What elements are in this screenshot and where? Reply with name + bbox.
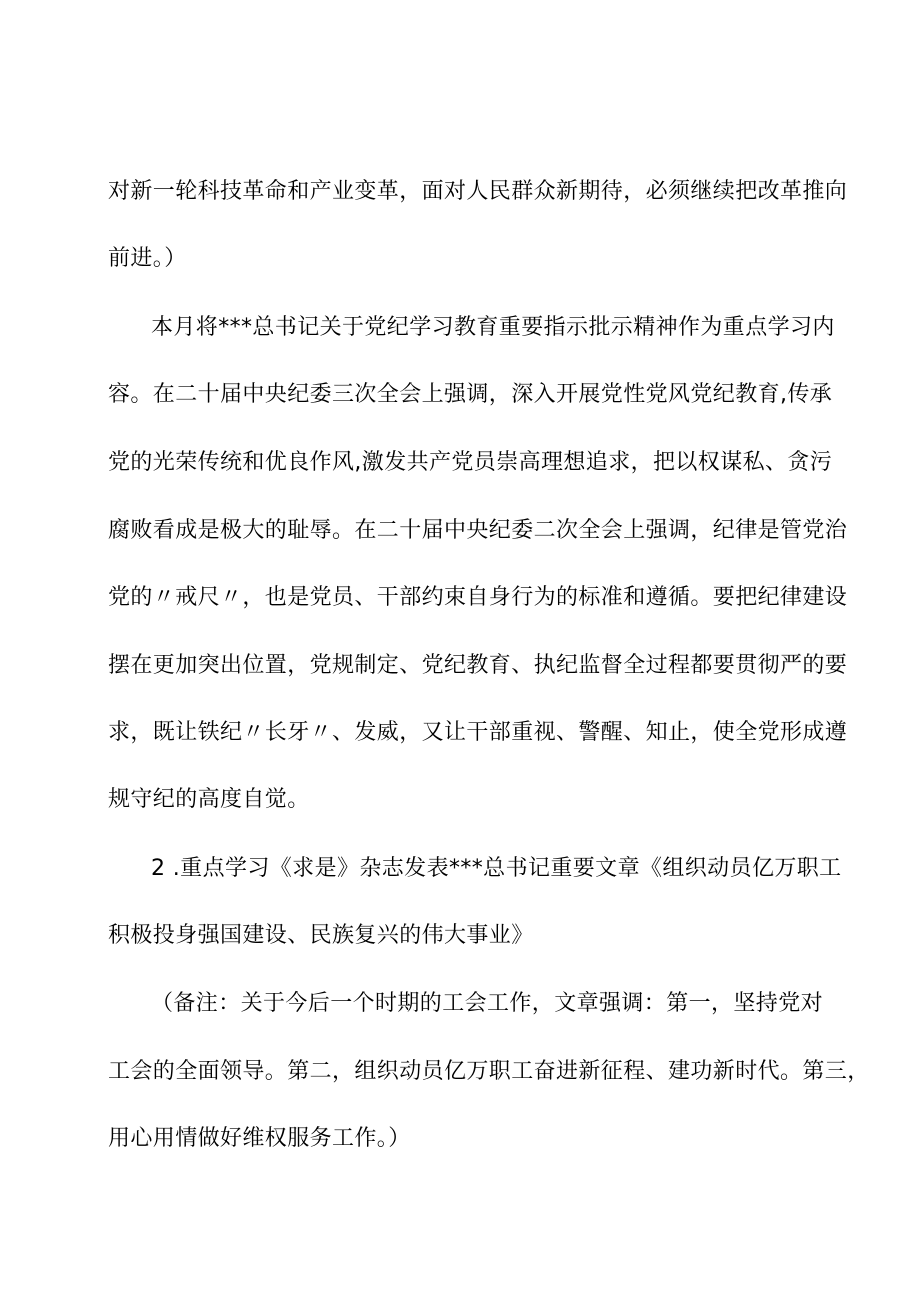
paragraph-4-line-1: （备注：关于今后一个时期的工会工作，文章强调：第一，坚持党对 xyxy=(151,991,824,1016)
paragraph-2-line-7: 求，既让铁纪〃长牙〃、发威，又让干部重视、警醒、知止，使全党形成遵 xyxy=(108,720,848,745)
paragraph-2-line-8: 规守纪的高度自觉。 xyxy=(108,787,310,812)
paragraph-2-line-6: 摆在更加突出位置，党规制定、党纪教育、执纪监督全过程都要贯彻严的要 xyxy=(108,653,848,678)
paragraph-3-line-1: 2 .重点学习《求是》杂志发表***总书记重要文章《组织动员亿万职工 xyxy=(151,856,842,881)
paragraph-2-line-4: 腐败看成是极大的耻辱。在二十届中央纪委二次全会上强调，纪律是管党治 xyxy=(108,518,848,543)
paragraph-3-line-2: 积极投身强国建设、民族复兴的伟大事业》 xyxy=(108,923,534,948)
paragraph-2-line-1: 本月将***总书记关于党纪学习教育重要指示批示精神作为重点学习内 xyxy=(151,315,835,340)
paragraph-2-line-5: 党的〃戒尺〃，也是党员、干部约束自身行为的标准和遵循。要把纪律建设 xyxy=(108,585,848,610)
paragraph-4-line-3: 用心用情做好维权服务工作。） xyxy=(108,1126,411,1151)
paragraph-1-line-1: 对新一轮科技革命和产业变革，面对人民群众新期待，必须继续把改革推向 xyxy=(108,179,848,204)
paragraph-2-line-2: 容。在二十届中央纪委三次全会上强调，深入开展党性党风党纪教育,传承 xyxy=(108,382,833,407)
paragraph-1-line-2: 前进。） xyxy=(108,246,187,271)
paragraph-4-line-2: 工会的全面领导。第二，组织动员亿万职工奋进新征程、建功新时代。第三， xyxy=(108,1059,870,1084)
paragraph-2-line-3: 党的光荣传统和优良作风,激发共产党员崇高理想追求，把以权谋私、贪污 xyxy=(108,450,833,475)
